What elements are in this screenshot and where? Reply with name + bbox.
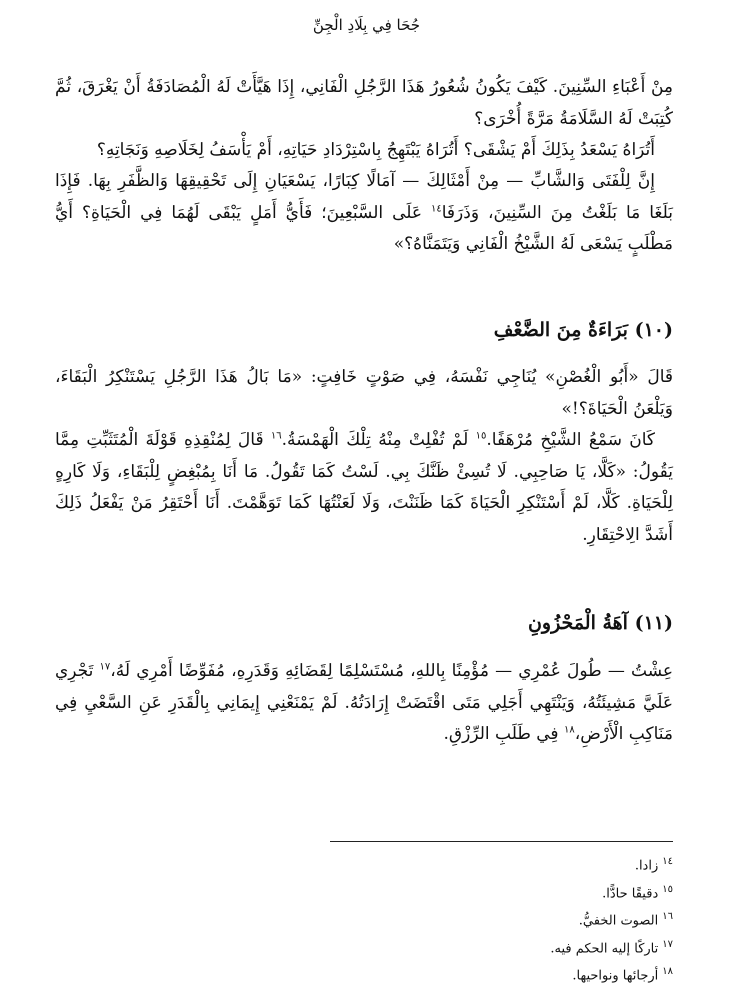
paragraph-5-text-a: كَانَ سَمْعُ الشَّيْخِ مُرْهَفًا. — [486, 430, 656, 450]
footnote-ref-17[interactable]: ١٧ — [99, 661, 111, 673]
paragraph-3-text-b: عَلَى السَّبْعِينَ؛ فَأَيُّ أَمَلٍ يَبْقَى لَهُمَا فِي الْحَيَاةِ؟ أَيُّ مَطْلَبٍ يَسْعَى لَهُ الشَّيْخُ الْفَانِي وَيَتَمَنَّاهُ؟» — [55, 202, 673, 254]
footnote-text: تاركًا إليه الحكم فيه. — [550, 941, 659, 957]
paragraph-6-text-b: تَجْرِي عَلَيَّ مَشِيئَتُهُ، وَيَنْتَهِي أَجَلِي مَتَى اقْتَضَتْ إِرَادَتُهُ. لَمْ يَمْنَعْنِي إِيمَانِي بِالْقَدَرِ عَنِ السَّعْيِ فِي مَنَاكِبِ الْأَرْضِ، — [55, 661, 673, 744]
footnote-ref-18[interactable]: ١٨ — [563, 724, 575, 736]
footnote-number: ١٦ — [662, 911, 673, 922]
footnote-16 — [55, 907, 673, 931]
paragraph-5 — [55, 425, 673, 551]
footnote-number: ١٤ — [662, 856, 673, 867]
section-heading-10: (١٠) بَرَاءَةٌ مِنَ الضَّعْفِ — [493, 319, 673, 341]
paragraph-3 — [55, 166, 673, 261]
footnote-17 — [55, 935, 673, 959]
paragraph-5-text-c: قَالَ لِمُنْقِذِهِ قَوْلَةَ الْمُتَثَبِّتِ مِمَّا يَقُولُ: «كَلَّا، يَا صَاحِبِي. لَا تُسِئْ ظَنَّكَ بِي. لَسْتُ كَمَا تَقُولُ. مَا أَنَا بِمُبْغِضٍ لِلْبَقَاءِ، وَلَا كَارِهٍ لِلْحَيَاةِ. كَلَّا، لَمْ أَسْتَنْكِرِ الْحَيَاةَ كَمَا ظَنَنْتَ، وَلَا لَعَنْتُهَا كَمَا تَوَهَّمْتَ. أَنَا أَحْتَقِرُ مَنْ يَفْعَلُ ذَلِكَ أَشَدَّ الِاحْتِقَارِ. — [55, 430, 674, 545]
footnote-text: الصوت الخفيُّ. — [578, 913, 659, 929]
paragraph-5-text-b: لَمْ تُفْلِتْ مِنْهُ تِلْكَ الْهَمْسَةُ. — [281, 430, 476, 450]
section-heading-11: (١١) آهَةُ الْمَحْزُونِ — [527, 612, 673, 634]
footnote-text: زادا. — [634, 858, 659, 874]
footnote-18 — [55, 962, 673, 986]
footnote-number: ١٨ — [662, 966, 673, 977]
footnote-text: دقيقًا حادًّا. — [602, 886, 659, 902]
footnote-number: ١٧ — [662, 939, 673, 950]
paragraph-1: مِنْ أَعْبَاءِ السِّنِينَ. كَيْفَ يَكُونُ شُعُورُ هَذَا الرَّجُلِ الْفَانِي، إِذَا هَيَّأَتْ لَهُ الْمُصَادَفَةُ أَنْ يَغْرَقَ، ثُمَّ كُتِبَتْ لَهُ السَّلَامَةُ مَرَّةً أُخْرَى؟ — [55, 77, 673, 129]
paragraph-2: أَتُرَاهُ يَسْعَدُ بِذَلِكَ أَمْ يَشْقَى؟ أَتُرَاهُ يَبْتَهِجُ بِاسْتِرْدَادِ حَيَاتِهِ، أَمْ يَأْسَفُ لِخَلَاصِهِ وَنَجَاتِهِ؟ — [96, 140, 655, 160]
running-header: جُحَا فِي بِلَادِ الْجِنِّ — [312, 16, 421, 34]
paragraph-6-text-c: فِي طَلَبِ الرِّزْقِ. — [443, 724, 564, 744]
footnote-number: ١٥ — [662, 884, 673, 895]
footnote-text: أرجائها ونواحيها. — [572, 968, 659, 984]
footnote-14 — [55, 852, 673, 876]
paragraph-6-text-a: عِشْتُ — طُولَ عُمْرِي — مُؤْمِنًا بِاللهِ، مُسْتَسْلِمًا لِقَضَائِهِ وَقَدَرِهِ، مُفَوِّضًا أَمْرِي لَهُ، — [110, 661, 673, 681]
footnote-divider — [330, 841, 673, 842]
footnote-15 — [55, 880, 673, 904]
paragraph-4: قَالَ «أَبُو الْغُصْنِ» يُنَاجِي نَفْسَهُ، فِي صَوْتٍ خَافِتٍ: «مَا بَالُ هَذَا الرَّجُلِ يَسْتَنْكِرُ الْبَقَاءَ، وَيَلْعَنُ الْحَيَاةَ؟!» — [55, 367, 673, 419]
footnote-ref-16[interactable]: ١٦ — [270, 430, 282, 442]
footnote-ref-14[interactable]: ١٤ — [430, 202, 442, 214]
paragraph-3-text-a: إِنَّ لِلْفَتَى وَالشَّابِّ — مِنْ أَمْثَالِكَ — آمَالًا كِبَارًا، يَسْعَيَانِ إِلَى تَحْقِيقِهَا وَالظَّفَرِ بِهَا. فَإِذَا بَلَغَا مَا بَلَغْتُ مِنَ السِّنِينَ، وَذَرَفَا — [55, 171, 673, 223]
paragraph-6 — [55, 656, 673, 751]
footnote-ref-15[interactable]: ١٥ — [475, 430, 487, 442]
